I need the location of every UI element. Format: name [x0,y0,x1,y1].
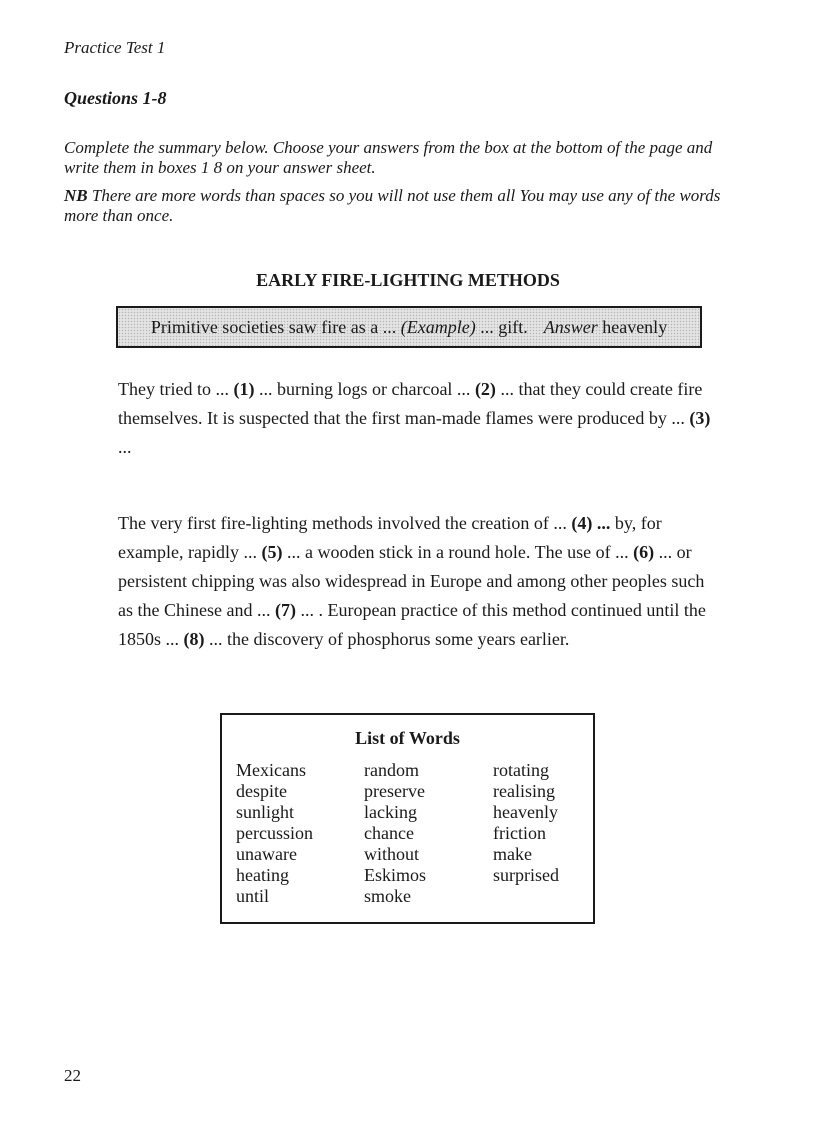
example-suffix: ... gift. [475,316,528,337]
word-item: lacking [364,802,417,822]
word-item: Mexicans [236,760,306,780]
page-number: 22 [64,1066,81,1085]
word-item: rotating [493,760,549,780]
answer-value: heavenly [597,316,668,337]
word-item: sunlight [236,802,295,822]
example-placeholder: (Example) [400,316,476,337]
summary-paragraph-1: They tried to ... (1) ... burning logs or charcoal ... (2) ... that they could create fire themselves. It is suspected that the first man-made flames were produced by ... (3) ... [118,379,711,457]
word-list-title: List of Words [355,728,460,748]
word-list-box [220,713,595,924]
gap-2: (2) [474,379,496,399]
example-prefix: Primitive societies saw fire as a ... [150,316,401,337]
instruction-line: Complete the summary below. Choose your answers from the box at the bottom of the page and write them in boxes 1 8 on your answer sheet. [64,138,713,177]
word-item: until [236,886,270,906]
answer-label: Answer [543,316,598,337]
word-item: smoke [364,886,411,906]
gap-8: (8) [183,629,205,649]
word-column-2 [364,760,426,907]
nb-note [64,186,744,226]
nb-label: NB [64,186,88,205]
word-column-1 [236,760,313,907]
word-item: heating [236,865,289,885]
word-item: friction [493,823,546,843]
word-item: percussion [236,823,313,843]
instructions [64,138,744,234]
word-item: despite [236,781,287,801]
gap-5: (5) [261,542,283,562]
word-item: preserve [364,781,425,801]
questions-heading: Questions 1-8 [64,88,167,108]
word-item: Eskimos [364,865,427,885]
gap-3: (3) [689,408,711,428]
word-item: make [493,844,532,864]
word-item: heavenly [493,802,558,822]
running-header: Practice Test 1 [64,38,166,57]
word-column-3 [493,760,559,886]
word-item: unaware [236,844,297,864]
gap-1: (1) [233,379,255,399]
word-item: surprised [493,865,559,885]
word-item: without [364,844,420,864]
gap-7: (7) [274,600,296,620]
gap-6: (6) [633,542,655,562]
word-item: random [364,760,419,780]
summary-paragraph-2: The very first fire-lighting methods involved the creation of ... (4) ... by, for example, rapidly ... (5) ... a wooden stick in a round hole. The use of ... (6) ... or persistent chipping was also widespread in Europe and among other peoples such as the Chinese and ... (7) ... . European practice of this method continued until the 1850s ... (8) ... the discovery of phosphorus some years earlier. [118,513,706,649]
word-item: realising [493,781,555,801]
section-title: EARLY FIRE-LIGHTING METHODS [256,270,560,290]
word-item: chance [364,823,414,843]
gap-4: (4) ... [571,513,611,533]
nb-text: There are more words than spaces so you will not use them all You may use any of the words more than once. [64,186,721,225]
example-box [116,306,702,348]
